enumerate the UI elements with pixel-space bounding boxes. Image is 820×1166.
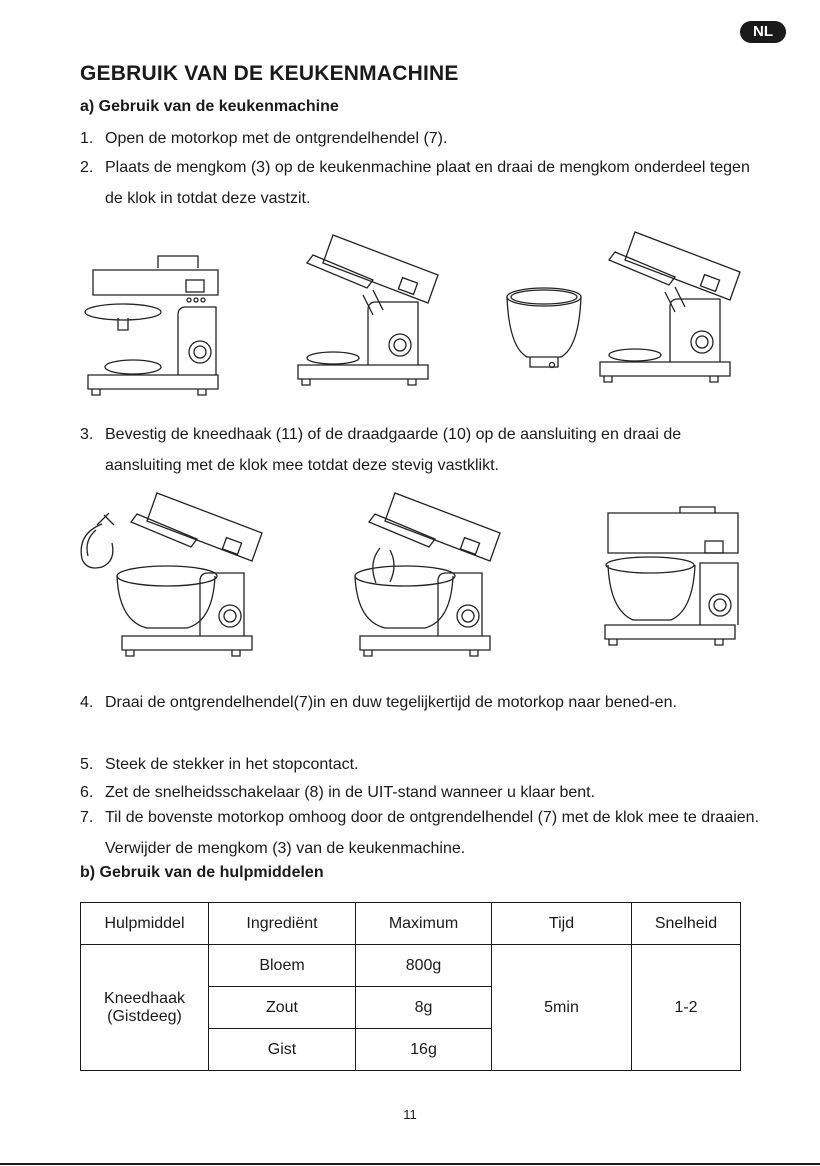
speed-cell: 1-2 [632, 945, 741, 1071]
time-cell: 5min [492, 945, 632, 1071]
step-number: 2. [80, 159, 94, 176]
step-text: Draai de ontgrendelhendel(7)in en duw tegelijkertijd de motorkop naar bened-en. [105, 694, 677, 711]
bottom-rule [0, 1163, 820, 1165]
ingredient-cell: Bloem [209, 945, 356, 987]
step-number: 3. [80, 426, 94, 443]
step-4 [80, 687, 760, 718]
column-header: Snelheid [632, 903, 741, 945]
column-header: Maximum [356, 903, 492, 945]
step-3 [80, 419, 760, 481]
page-title: GEBRUIK VAN DE KEUKENMACHINE [80, 62, 459, 85]
column-header: Tijd [492, 903, 632, 945]
step-text: Steek de stekker in het stopcontact. [105, 756, 359, 773]
illustration-bowl-placed [590, 222, 750, 397]
section-a-heading: a) Gebruik van de keukenmachine [80, 98, 339, 115]
illustration-attach-hook-open [112, 488, 272, 668]
page-number: 11 [403, 1107, 417, 1122]
step-text: Zet de snelheidsschakelaar (8) in de UIT-stand wanneer u klaar bent. [105, 784, 596, 801]
step-text: Bevestig de kneedhaak (11) of de draadgaarde (10) op de aansluiting en draai de aansluiting met de klok mee totdat deze stevig vastklikt. [105, 426, 682, 474]
tool-cell: Kneedhaak (Gistdeeg) [81, 945, 209, 1071]
table-header-row [81, 903, 741, 945]
step-text: Open de motorkop met de ontgrendelhendel (7). [105, 130, 448, 147]
step-number: 5. [80, 756, 94, 773]
step-text: Til de bovenste motorkop omhoog door de ontgrendelhendel (7) met de klok mee te draaien. Verwijder de mengkom (3) van de keukenmachine. [105, 809, 760, 857]
tools-table [80, 902, 741, 1071]
step-text: Plaats de mengkom (3) op de keukenmachine plaat en draai de mengkom onderdeel tegen de klok in totdat deze vastzit. [105, 159, 750, 207]
step-7 [80, 802, 760, 864]
illustration-attach-hook-fitted [350, 488, 510, 668]
max-cell: 800g [356, 945, 492, 987]
illustration-mixing-bowl [502, 285, 587, 375]
step-2 [80, 152, 760, 214]
language-badge: NL [740, 21, 786, 43]
column-header: Hulpmiddel [81, 903, 209, 945]
table-row [81, 945, 741, 987]
ingredient-cell: Gist [209, 1029, 356, 1071]
illustration-head-tilted [288, 225, 448, 400]
step-number: 7. [80, 809, 94, 826]
step-1 [80, 123, 760, 154]
column-header: Ingrediënt [209, 903, 356, 945]
step-number: 6. [80, 784, 94, 801]
ingredient-cell: Zout [209, 987, 356, 1029]
step-5 [80, 749, 760, 780]
illustration-open-head [78, 240, 238, 410]
step-number: 4. [80, 694, 94, 711]
max-cell: 8g [356, 987, 492, 1029]
illustration-head-closed [600, 505, 745, 660]
step-number: 1. [80, 130, 94, 147]
section-b-heading: b) Gebruik van de hulpmiddelen [80, 864, 324, 881]
max-cell: 16g [356, 1029, 492, 1071]
